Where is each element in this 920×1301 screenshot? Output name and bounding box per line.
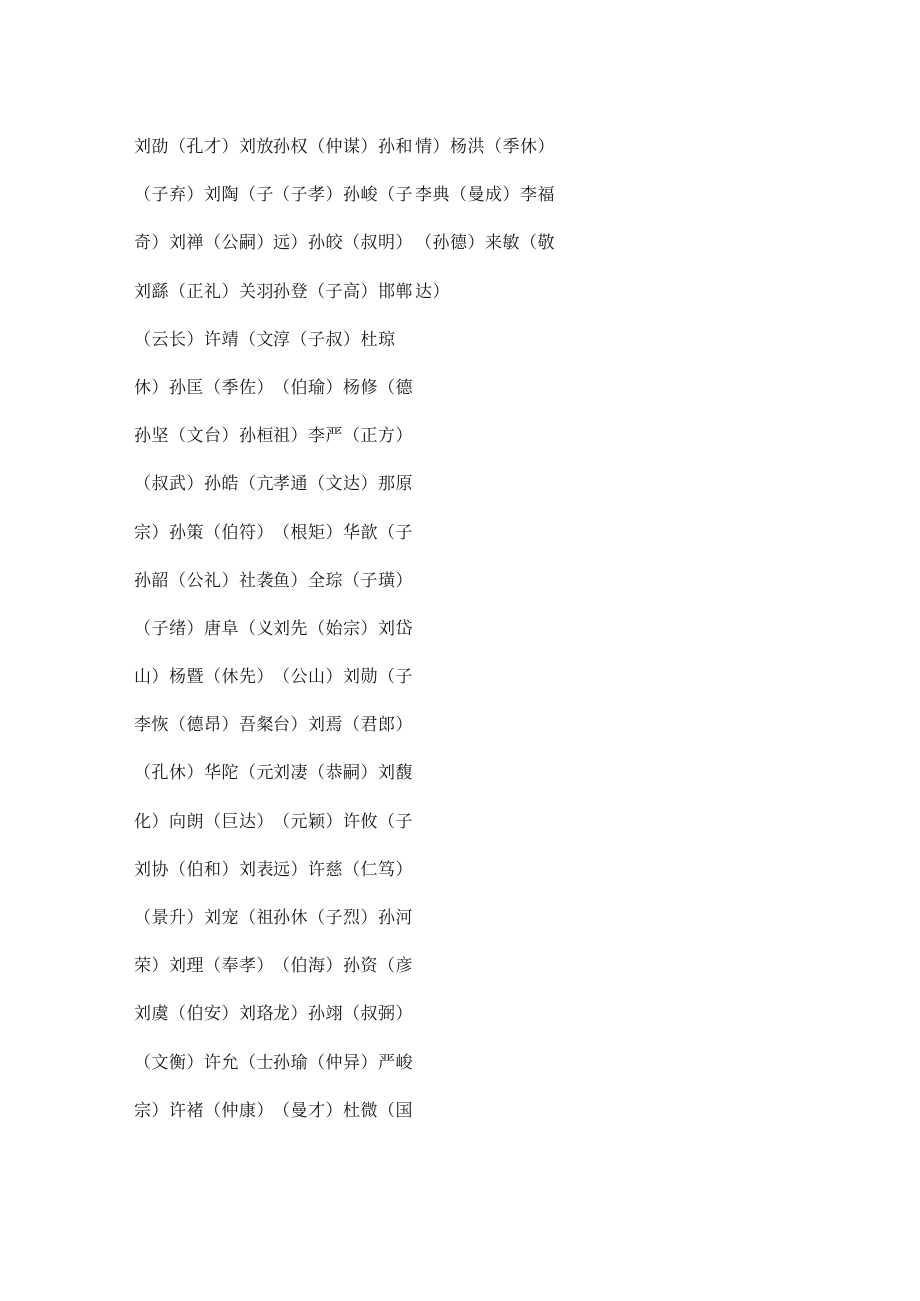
text-line: 刘虞（伯安）刘珞 (134, 1004, 274, 1025)
text-line: （子孝）孙峻（子 (273, 185, 413, 206)
text-line: 休）孙匡（季佐） (134, 377, 274, 398)
text-column-middle (273, 132, 413, 1144)
text-line: 宗）孙策（伯符） (134, 522, 274, 543)
text-line: 孙韶（公礼）社袭 (134, 570, 274, 591)
text-line: 远）孙皎（叔明） (273, 233, 413, 254)
text-line: 刘协（伯和）刘表 (134, 859, 274, 880)
text-line: 台）刘焉（君郎） (273, 715, 413, 736)
text-line: （根矩）华歆（子 (273, 522, 413, 543)
text-line: 鱼）全琮（子璜） (273, 570, 413, 591)
text-line: （孙德）来敏（敬 (415, 233, 555, 254)
text-line: 孙登（子高）邯郸 (273, 281, 413, 302)
text-line: 远）许慈（仁笃） (273, 859, 413, 880)
text-line: （景升）刘宠（祖 (134, 908, 274, 928)
text-line: 宗）许褚（仲康） (134, 1100, 274, 1121)
text-line: （元颖）许攸（子 (273, 811, 413, 832)
text-line: 孙权（仲谋）孙和 (273, 137, 413, 157)
text-line: 李恢（德昂）吾粲 (134, 715, 274, 736)
text-column-right (415, 132, 555, 325)
text-line: 刘先（始宗）刘岱 (273, 618, 413, 639)
text-line: 奇）刘禅（公嗣） (134, 233, 274, 254)
text-line: 孝通（文达）那原 (273, 474, 413, 495)
text-line: 情）杨洪（季休） (415, 137, 555, 157)
text-line: 李典（曼成）李福 (415, 185, 555, 206)
text-column-left (134, 132, 274, 1144)
text-line: （伯瑜）杨修（德 (273, 377, 413, 398)
text-line: 祖）李严（正方） (273, 426, 413, 447)
text-line: （孔休）华陀（元 (134, 763, 274, 784)
text-line: 孙瑜（仲异）严峻 (273, 1052, 413, 1073)
text-line: 龙）孙翊（叔弼） (273, 1004, 413, 1025)
text-line: 荣）刘理（奉孝） (134, 956, 274, 977)
text-line: （子绪）唐阜（义 (134, 618, 274, 639)
text-line: （曼才）杜微（国 (273, 1100, 413, 1121)
text-line: 孙休（子烈）孙河 (273, 908, 413, 928)
text-line: （文衡）许允（士 (134, 1052, 274, 1073)
text-line: （子弃）刘陶（子 (134, 185, 274, 206)
text-line: 孙坚（文台）孙桓 (134, 426, 274, 447)
text-line: 淳（子叔）杜琼 (273, 329, 396, 350)
text-line: 化）向朗（巨达） (134, 811, 274, 832)
text-line: （云长）许靖（文 (134, 329, 274, 350)
text-line: 刘繇（正礼）关羽 (134, 281, 274, 302)
text-line: （伯海）孙资（彦 (273, 956, 413, 977)
text-line: 刘劭（孔才）刘放 (134, 137, 274, 157)
text-line: 山）杨暨（休先） (134, 667, 274, 688)
text-line: （叔武）孙皓（亢 (134, 474, 274, 495)
text-line: 刘凄（恭嗣）刘馥 (273, 763, 413, 784)
text-line: （公山）刘勋（子 (273, 667, 413, 688)
text-line: 达） (415, 281, 450, 302)
